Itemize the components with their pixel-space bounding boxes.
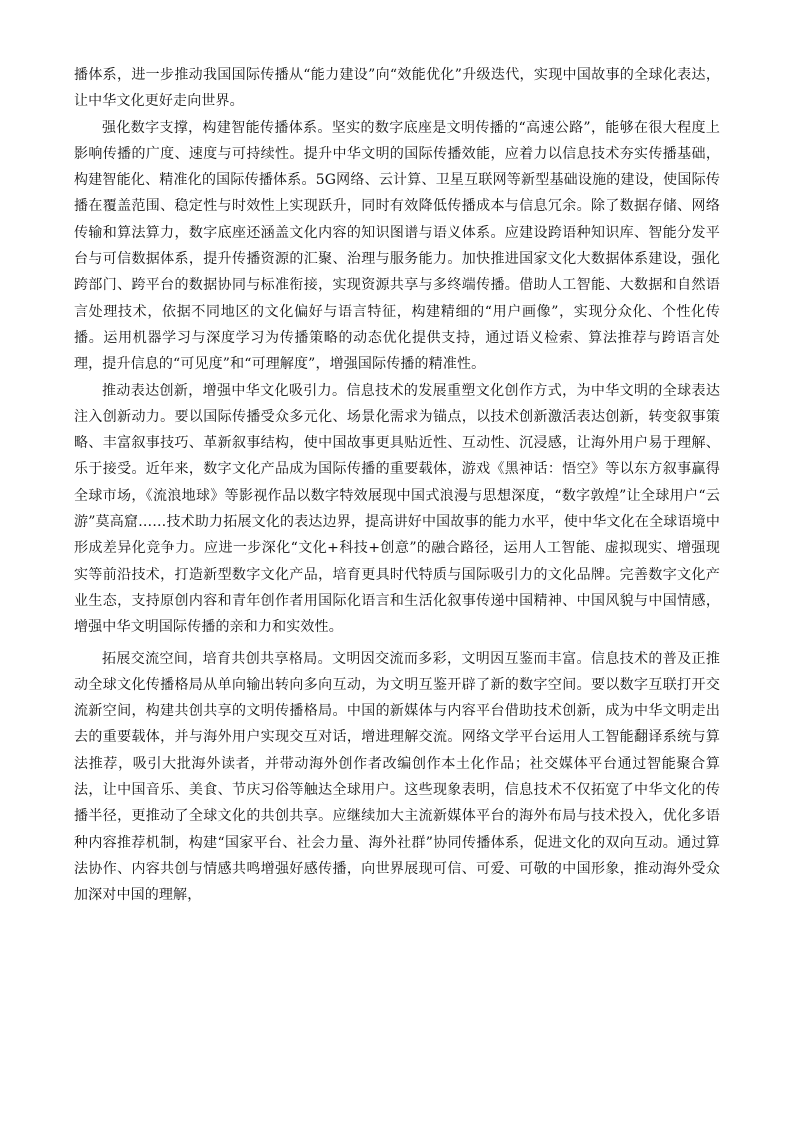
paragraph-continuation: 播体系，进一步推动我国国际传播从“能力建设”向“效能优化”升级迭代，实现中国故事的全球化表达，让中华文化更好走向世界。 (74, 67, 720, 110)
paragraph-digital-support: 强化数字支撑，构建智能传播体系。坚实的数字底座是文明传播的“高速公路”，能够在很大程度上影响传播的广度、速度与可持续性。提升中华文明的国际传播效能，应着力以信息技术夯实传播基础，构建智能化、精准化的国际传播体系。5G网络、云计算、卫星互联网等新型基础设施的建设，使国际传播在覆盖范围、稳定性与时效性上实现跃升，同时有效降低传播成本与信息冗余。除了数据存储、网络传输和算法算力，数字底座还涵盖文化内容的知识图谱与语义体系。应建设跨语种知识库、智能分发平台与可信数据体系，提升传播资源的汇聚、治理与服务能力。加快推进国家文化大数据体系建设，强化跨部门、跨平台的数据协同与标准衔接，实现资源共享与多终端传播。借助人工智能、大数据和自然语言处理技术，依据不同地区的文化偏好与语言特征，构建精细的“用户画像”，实现分众化、个性化传播。运用机器学习与深度学习为传播策略的动态优化提供支持，通过语义检索、算法推荐与跨语言处理，提升信息的“可见度”和“可理解度”，增强国际传播的精准性。 (74, 119, 720, 373)
paragraph-expression-innovation: 推动表达创新，增强中华文化吸引力。信息技术的发展重塑文化创作方式，为中华文明的全球表达注入创新动力。要以国际传播受众多元化、场景化需求为锚点，以技术创新激活表达创新，转变叙事策略、丰富叙事技巧、革新叙事结构，使中国故事更具贴近性、互动性、沉浸感，让海外用户易于理解、乐于接受。近年来，数字文化产品成为国际传播的重要载体，游戏《黑神话：悟空》等以东方叙事赢得全球市场，《流浪地球》等影视作品以数字特效展现中国式浪漫与思想深度，“数字敦煌”让全球用户“云游”莫高窟……技术助力拓展文化的表达边界，提高讲好中国故事的能力水平，使中华文化在全球语境中形成差异化竞争力。应进一步深化“文化+科技+创意”的融合路径，运用人工智能、虚拟现实、增强现实等前沿技术，打造新型数字文化产品，培育更具时代特质与国际吸引力的文化品牌。完善数字文化产业生态，支持原创内容和青年创作者用国际化语言和生活化叙事传递中国精神、中国风貌与中国情感，增强中华文明国际传播的亲和力和实效性。 (74, 382, 720, 636)
document-page (74, 62, 720, 909)
paragraph-exchange-space: 拓展交流空间，培育共创共享格局。文明因交流而多彩，文明因互鉴而丰富。信息技术的普及正推动全球文化传播格局从单向输出转向多向互动，为文明互鉴开辟了新的数字空间。要以数字互联打开交流新空间，构建共创共享的文明传播格局。中国的新媒体与内容平台借助技术创新，成为中华文明走出去的重要载体，并与海外用户实现交互对话，增进理解交流。网络文学平台运用人工智能翻译系统与算法推荐，吸引大批海外读者，并带动海外创作者改编创作本土化作品；社交媒体平台通过智能聚合算法，让中国音乐、美食、节庆习俗等触达全球用户。这些现象表明，信息技术不仅拓宽了中华文化的传播半径，更推动了全球文化的共创共享。应继续加大主流新媒体平台的海外布局与技术投入，优化多语种内容推荐机制，构建“国家平台、社会力量、海外社群”协同传播体系，促进文化的双向互动。通过算法协作、内容共创与情感共鸣增强好感传播，向世界展现可信、可爱、可敬的中国形象，推动海外受众加深对中国的理解， (74, 650, 720, 904)
